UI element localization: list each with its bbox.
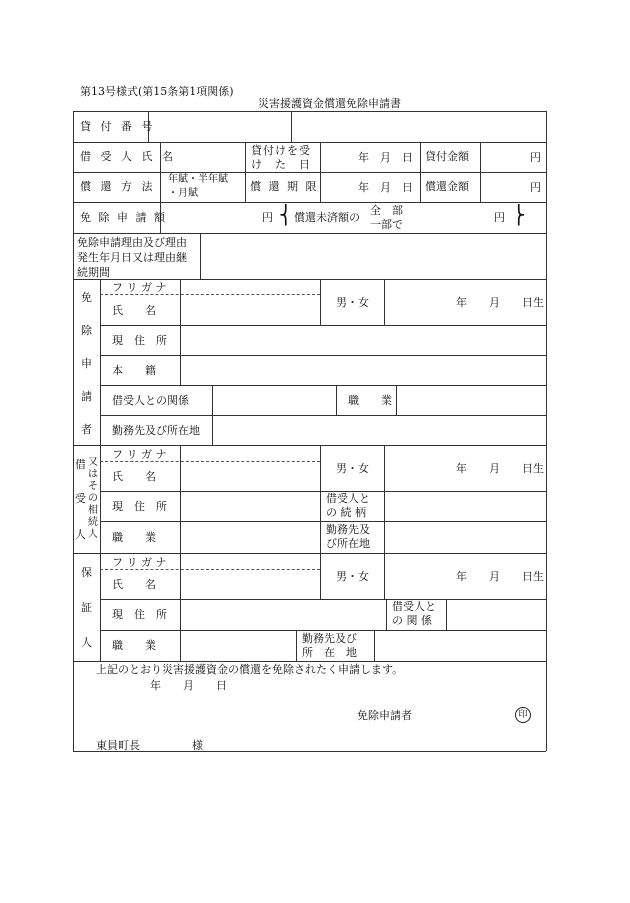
unpaid-part-yen[interactable]: 円 — [494, 211, 505, 224]
addressee: 東員町長 — [96, 739, 140, 752]
heir-section-char: 人 — [88, 529, 98, 540]
heir-sex-option[interactable]: 男・女 — [336, 462, 369, 475]
heir-section-char: 続 — [88, 517, 98, 528]
left-bracket: ⎨ — [279, 205, 293, 226]
guarantor-relation-label-1: 借受人と — [392, 600, 436, 613]
applicant-signature-field[interactable] — [430, 708, 500, 723]
reason-label-2: 発生年月日又は理由継 — [77, 251, 187, 264]
borrower-name-field[interactable] — [165, 151, 240, 163]
heir-workplace-field[interactable] — [392, 528, 538, 543]
declaration-statement: 上記のとおり災害援護資金の償還を免除されたく申請します。 — [96, 663, 404, 676]
applicant-workplace-field[interactable] — [220, 422, 538, 437]
heir-name-label: 氏 名 — [112, 470, 156, 483]
applicant-section-char: 請 — [81, 390, 92, 403]
loan-number-field[interactable] — [160, 121, 280, 133]
guarantor-relation-field[interactable] — [454, 606, 539, 621]
guarantor-occupation-field[interactable] — [188, 637, 288, 652]
right-bracket: ⎬ — [512, 205, 526, 226]
heir-section-char: 受 — [75, 492, 86, 505]
heir-address-field[interactable] — [188, 498, 313, 513]
heir-address-label: 現 住 所 — [112, 500, 167, 513]
guarantor-workplace-label-2: 所 在 地 — [302, 646, 357, 659]
guarantor-relation-label-2: の 関 係 — [392, 614, 432, 627]
repay-amount-yen[interactable]: 円 — [530, 181, 541, 194]
unpaid-part-option[interactable]: 一部で — [370, 218, 403, 231]
applicant-domicile-label: 本 籍 — [112, 364, 156, 377]
applicant-address-label: 現 住 所 — [112, 334, 167, 347]
loan-amount-label: 貸付金額 — [425, 150, 469, 163]
applicant-relation-field[interactable] — [220, 392, 330, 407]
applicant-section-char: 除 — [81, 324, 92, 337]
exemption-amount-yen[interactable]: 円 — [262, 211, 273, 224]
heir-section-char: の — [88, 493, 98, 504]
loan-amount-yen[interactable]: 円 — [530, 151, 541, 164]
applicant-address-field[interactable] — [188, 332, 538, 347]
declaration-date[interactable]: 年 月 日 — [150, 679, 227, 692]
heir-section-char: そ — [88, 481, 98, 492]
applicant-occupation-field[interactable] — [404, 392, 539, 407]
heir-section-char: は — [88, 469, 98, 480]
repay-method-option-2[interactable]: ・月賦 — [168, 188, 198, 199]
seal-icon: 印 — [515, 707, 531, 723]
guarantor-workplace-field[interactable] — [382, 637, 538, 652]
reason-label-1: 免除申請理由及び理由 — [77, 236, 187, 249]
unpaid-label: 償還未済額の — [294, 211, 360, 224]
heir-furigana-label: フ リ ガ ナ — [112, 448, 167, 461]
heir-section-char: 相 — [88, 505, 98, 516]
heir-workplace-label-1: 勤務先及 — [326, 523, 370, 536]
heir-relation-field[interactable] — [392, 498, 538, 513]
guarantor-name-label: 氏 名 — [112, 578, 156, 591]
repay-method-option-1[interactable]: 年賦・半年賦 — [168, 174, 228, 185]
applicant-name-field[interactable] — [188, 300, 313, 315]
applicant-section-char: 免 — [81, 291, 92, 304]
heir-workplace-label-2: び所在地 — [326, 537, 370, 550]
loan-received-label-1: 貸付けを受 — [251, 144, 311, 157]
borrower-name-label: 借 受 人 氏 名 — [80, 150, 176, 163]
applicant-domicile-field[interactable] — [188, 362, 538, 377]
applicant-workplace-label: 勤務先及び所在地 — [112, 424, 200, 437]
reason-field[interactable] — [210, 240, 540, 270]
heir-section-char: 又 — [88, 457, 98, 468]
heir-name-field[interactable] — [188, 467, 313, 482]
applicant-occupation-label: 職 業 — [348, 394, 392, 407]
applicant-relation-label: 借受人との関係 — [112, 394, 189, 407]
reason-label-3: 続期間 — [77, 266, 110, 279]
applicant-section-char: 者 — [81, 423, 92, 436]
guarantor-occupation-label: 職 業 — [112, 639, 156, 652]
guarantor-furigana-label: フ リ ガ ナ — [112, 556, 167, 569]
applicant-signature-label: 免除申請者 — [357, 709, 412, 722]
loan-received-date[interactable]: 年 月 日 — [358, 151, 413, 164]
heir-occupation-label: 職 業 — [112, 531, 156, 544]
loan-number-label: 貸 付 番 号 — [80, 120, 156, 133]
guarantor-dob[interactable]: 年 月 日生 — [456, 570, 544, 583]
applicant-dob[interactable]: 年 月 日生 — [456, 296, 544, 309]
guarantor-address-label: 現 住 所 — [112, 608, 167, 621]
heir-dob[interactable]: 年 月 日生 — [456, 462, 544, 475]
repay-amount-label: 償還金額 — [425, 180, 469, 193]
loan-received-label-2: け た 日 — [251, 158, 311, 171]
repay-method-label: 償 還 方 法 — [80, 180, 156, 193]
heir-occupation-field[interactable] — [188, 528, 313, 543]
guarantor-address-field[interactable] — [188, 606, 378, 621]
exemption-amount-label: 免 除 申 請 額 — [80, 211, 167, 224]
applicant-furigana-label: フ リ ガ ナ — [112, 281, 167, 294]
addressee-honorific: 様 — [192, 739, 203, 752]
applicant-section-char: 申 — [81, 357, 92, 370]
heir-section-char: 人 — [75, 528, 86, 541]
guarantor-workplace-label-1: 勤務先及び — [302, 632, 357, 645]
unpaid-all-option[interactable]: 全 部 — [370, 204, 403, 217]
guarantor-section-char: 人 — [81, 636, 92, 649]
guarantor-section-char: 保 — [81, 566, 92, 579]
heir-section-char: 借 — [75, 458, 86, 471]
applicant-name-label: 氏 名 — [112, 304, 156, 317]
form-number: 第13号様式(第15条第1項関係) — [80, 85, 234, 98]
guarantor-name-field[interactable] — [188, 575, 313, 590]
applicant-sex-option[interactable]: 男・女 — [336, 296, 369, 309]
guarantor-section-char: 証 — [81, 601, 92, 614]
form-title: 災害援護資金償還免除申請書 — [258, 97, 401, 110]
guarantor-sex-option[interactable]: 男・女 — [336, 570, 369, 583]
heir-relation-label-1: 借受人と — [326, 492, 370, 505]
heir-relation-label-2: の 続 柄 — [326, 506, 366, 519]
repay-due-label: 償 還 期 限 — [250, 180, 319, 193]
repay-due-date[interactable]: 年 月 日 — [358, 181, 413, 194]
